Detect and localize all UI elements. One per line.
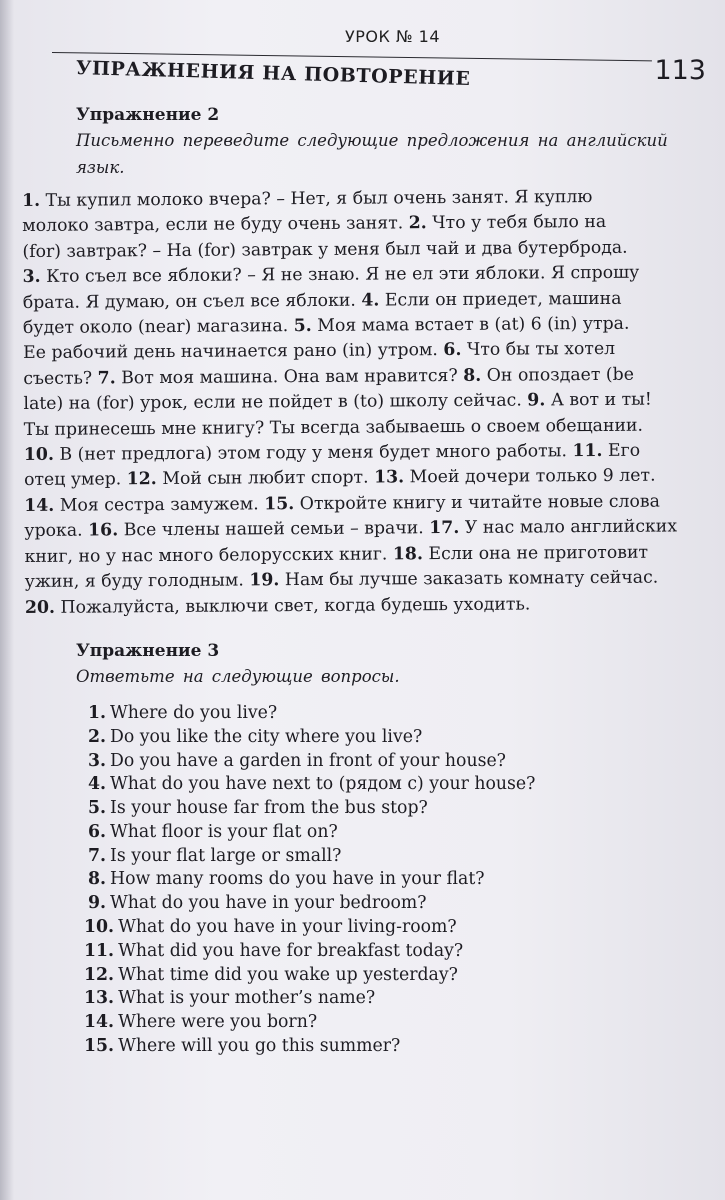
running-title: УРОК № 14: [345, 27, 441, 46]
sentence-number: 7.: [97, 368, 116, 389]
sentence-text: Пожалуйста, выключи свет, когда будешь уходить.: [54, 593, 531, 618]
sentence-text: Кто съел все яблоки? – Я не знаю. Я не ел эти яблоки. Я спрошу: [40, 262, 640, 288]
sentence-text: будет около (near) магазина.: [22, 316, 294, 339]
sentence-text: молоко завтра, если не буду очень занят.: [22, 213, 409, 237]
sentence-text: У нас мало английских: [459, 516, 678, 539]
page-number: 113: [654, 55, 706, 86]
sentence-number: 19.: [249, 570, 280, 591]
exercise-2-text: [22, 184, 725, 621]
question-number: 6.: [87, 821, 106, 842]
sentence-text: Откройте книгу и читайте новые слова: [294, 491, 661, 514]
sentence-text: Вот моя машина. Она вам нравится?: [115, 365, 464, 389]
text-line: [25, 565, 725, 595]
sentence-text: late) на (for) урок, если не пойдет в (to) школу сейчас.: [23, 390, 528, 415]
sentence-text: Его: [602, 440, 641, 462]
question-text: What time did you wake up yesterday?: [118, 964, 458, 985]
question-number: 4.: [87, 774, 106, 795]
question-text: Where do you live?: [110, 702, 278, 723]
sentence-number: 18.: [392, 543, 424, 565]
question-number: 7.: [87, 845, 106, 866]
question-number: 2.: [87, 726, 106, 747]
page-content: [22, 105, 725, 1059]
sentence-text: Если он приедет, машина: [379, 288, 622, 311]
question-item: [22, 797, 725, 821]
sentence-number: 16.: [88, 520, 119, 541]
exercise-3: [22, 641, 725, 1059]
sentence-number: 10.: [23, 444, 55, 466]
sentence-number: 8.: [463, 365, 482, 386]
question-item: [22, 726, 725, 750]
sentence-number: 20.: [24, 597, 56, 618]
sentence-number: 17.: [429, 518, 460, 539]
question-number: 1.: [87, 702, 106, 723]
sentence-text: брата. Я думаю, он съел все яблоки.: [22, 290, 362, 313]
spine-shadow: [0, 0, 14, 1200]
question-item: [22, 964, 725, 988]
sentence-number: 15.: [264, 493, 295, 515]
sentence-text: Ее рабочий день начинается рано (in) утром.: [23, 340, 444, 364]
question-text: How many rooms do you have in your flat?: [110, 869, 485, 890]
question-number: 14.: [84, 1012, 115, 1033]
sentence-number: 14.: [24, 495, 55, 516]
question-text: What do you have in your bedroom?: [110, 893, 427, 914]
sentence-text: книг, но у нас много белорусских книг.: [24, 544, 393, 567]
exercise-2-instruction: Письменно переведите следующие предложения на английский язык.: [76, 131, 668, 177]
sentence-text: Что у тебя было на: [426, 212, 607, 234]
sentence-text: Нам бы лучше заказать комнату сейчас.: [279, 567, 659, 591]
question-item: [22, 987, 725, 1011]
sentence-text: Моей дочери только 9 лет.: [404, 466, 656, 488]
question-text: What is your mother’s name?: [118, 988, 376, 1009]
question-text: What do you have next to (рядом с) your house?: [110, 774, 536, 795]
sentence-text: отец умер.: [23, 469, 127, 491]
question-text: What did you have for breakfast today?: [118, 940, 464, 961]
sentence-number: 2.: [408, 213, 427, 234]
sentence-text: Ты купил молоко вчера? – Нет, я был очень занят. Я куплю: [40, 187, 593, 211]
sentence-number: 6.: [443, 340, 462, 361]
question-item: [22, 773, 725, 797]
question-item: [22, 821, 725, 845]
sentence-number: 5.: [293, 316, 312, 337]
question-number: 10.: [84, 917, 115, 938]
question-number: 11.: [84, 940, 115, 961]
question-text: Do you have a garden in front of your house?: [110, 750, 506, 771]
exercise-2: [22, 105, 725, 621]
question-item: [22, 1035, 725, 1059]
question-number: 3.: [87, 750, 106, 771]
sentence-text: Мой сын любит спорт.: [156, 468, 375, 490]
question-item: [22, 892, 725, 916]
question-number: 12.: [84, 964, 115, 985]
question-text: Is your flat large or small?: [110, 845, 342, 866]
sentence-text: Он опоздает (be: [481, 364, 634, 386]
question-item: [22, 845, 725, 869]
text-line: [25, 591, 725, 621]
section-title: УПРАЖНЕНИЯ НА ПОВТОРЕНИЕ: [75, 57, 471, 91]
sentence-text: съесть?: [23, 368, 98, 389]
sentence-text: Если она не приготовит: [422, 542, 649, 564]
question-item: [22, 750, 725, 774]
question-number: 8.: [87, 869, 106, 890]
sentence-text: А вот и ты!: [545, 389, 652, 411]
question-number: 5.: [87, 798, 106, 819]
exercise-3-instruction: Ответьте на следующие вопросы.: [76, 666, 400, 686]
question-list: [22, 702, 725, 1059]
question-item: [22, 868, 725, 892]
question-number: 9.: [87, 893, 106, 914]
question-text: Where were you born?: [118, 1012, 318, 1033]
sentence-number: 11.: [572, 441, 603, 462]
exercise-3-heading: Упражнение 3: [76, 640, 220, 661]
question-text: What floor is your flat on?: [110, 821, 338, 842]
exercise-2-heading: Упражнение 2: [76, 105, 220, 125]
sentence-number: 1.: [22, 190, 41, 211]
sentence-number: 4.: [361, 290, 380, 311]
sentence-text: Моя сестра замужем.: [54, 494, 265, 516]
question-item: [22, 916, 725, 940]
sentence-text: (for) завтрак? – На (for) завтрак у меня был чай и два бутерброда.: [22, 237, 628, 262]
question-item: [22, 702, 725, 726]
question-text: What do you have in your living-room?: [118, 917, 457, 938]
question-text: Where will you go this summer?: [118, 1036, 401, 1057]
question-item: [22, 940, 725, 964]
sentence-text: Моя мама встает в (at) 6 (in) утра.: [311, 313, 630, 337]
sentence-text: Что бы ты хотел: [461, 339, 616, 361]
question-item: [22, 1011, 725, 1035]
sentence-number: 3.: [22, 267, 41, 288]
sentence-number: 9.: [527, 390, 546, 411]
sentence-text: В (нет предлога) этом году у меня будет много работы.: [53, 441, 573, 465]
sentence-number: 13.: [373, 467, 405, 489]
sentence-number: 12.: [126, 469, 157, 490]
question-text: Do you like the city where you live?: [110, 726, 423, 747]
sentence-text: урока.: [24, 520, 89, 542]
question-number: 15.: [84, 1036, 115, 1057]
sentence-text: Все члены нашей семьи – врачи.: [118, 518, 430, 541]
question-text: Is your house far from the bus stop?: [110, 798, 428, 819]
sentence-text: ужин, я буду голодным.: [24, 570, 250, 593]
question-number: 13.: [84, 988, 115, 1009]
sentence-text: Ты принесешь мне книгу? Ты всегда забываешь о своем обещании.: [23, 415, 644, 440]
